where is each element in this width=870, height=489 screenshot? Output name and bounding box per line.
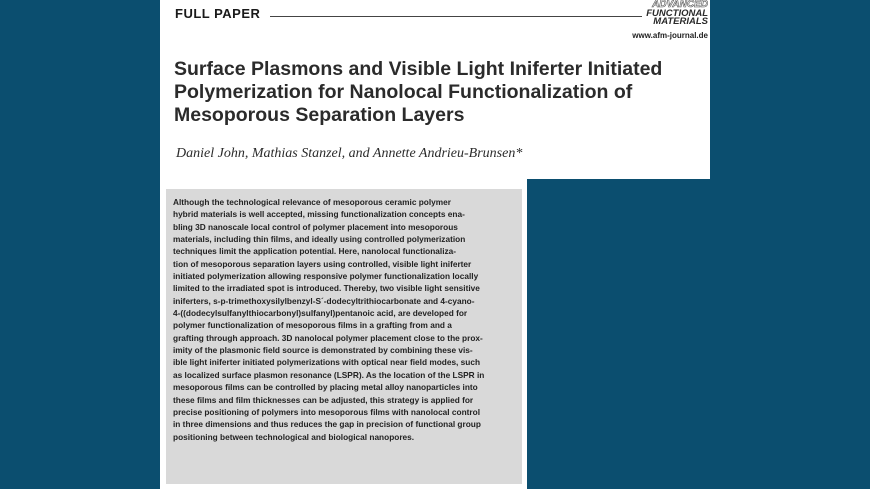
abstract-line: ible light iniferter initiated polymerizations with optical near field modes, such <box>173 357 481 368</box>
journal-logo-line: FUNCTIONAL <box>646 7 708 19</box>
abstract-line: limited to the irradiated spot is introduced. Thereby, two visible light sensitive <box>173 283 480 294</box>
abstract-line: iniferters, s-p-trimethoxysilylbenzyl-S´-dodecyltrithiocarbonate and 4-cyano- <box>173 295 475 306</box>
journal-url[interactable]: www.afm-journal.de <box>632 31 708 40</box>
header-rule <box>270 16 642 17</box>
abstract-line: initiated polymerization allowing responsive polymer functionalization locally <box>173 271 479 282</box>
abstract-line: polymer functionalization of mesoporous films in a grafting from and a <box>173 320 452 331</box>
abstract-line: positioning between technological and biological nanopores. <box>173 431 415 442</box>
title-line: Polymerization for Nanolocal Functionalization of <box>174 81 633 103</box>
abstract-line: techniques limit the application potential. Here, nanolocal functionaliza- <box>173 246 457 257</box>
abstract-line: mesoporous films can be controlled by placing metal alloy nanoparticles into <box>173 382 478 393</box>
author-list: Daniel John, Mathias Stanzel, and Annette Andrieu-Brunsen* <box>176 146 523 161</box>
abstract-line: bling 3D nanoscale local control of polymer placement into mesoporous <box>173 221 458 232</box>
abstract-line: hybrid materials is well accepted, missing functionalization concepts ena- <box>173 209 465 220</box>
abstract-line: tion of mesoporous separation layers using controlled, visible light iniferter <box>173 258 472 269</box>
abstract-line: grafting through approach. 3D nanolocal polymer placement close to the prox- <box>173 332 483 343</box>
section-label: FULL PAPER <box>175 6 261 21</box>
abstract-line: 4-((dodecylsulfanylthiocarbonyl)sulfanyl)pentanoic acid, are developed for <box>173 308 468 319</box>
abstract-line: these films and film thicknesses can be adjusted, this strategy is applied for <box>173 394 474 405</box>
title-line: Surface Plasmons and Visible Light Iniferter Initiated <box>174 58 663 80</box>
abstract-line: Although the technological relevance of mesoporous ceramic polymer <box>173 197 452 207</box>
abstract-line: as localized surface plasmon resonance (LSPR). As the location of the LSPR in <box>173 369 485 380</box>
abstract-line: precise positioning of polymers into mesoporous films with nanolocal control <box>173 406 481 417</box>
journal-logo <box>640 1 708 27</box>
abstract-line: imity of the plasmonic field source is demonstrated by combining these vis- <box>173 345 473 356</box>
title-line: Mesoporous Separation Layers <box>174 104 465 126</box>
abstract-text <box>173 196 519 443</box>
abstract-line: materials, including thin films, and ideally using controlled polymerization <box>173 234 466 245</box>
journal-logo-line: ADVANCED <box>652 0 708 10</box>
article-title <box>174 58 674 127</box>
abstract-line: in three dimensions and thus reduces the gap in precision of functional group <box>173 419 481 430</box>
journal-logo-line: MATERIALS <box>653 16 708 27</box>
